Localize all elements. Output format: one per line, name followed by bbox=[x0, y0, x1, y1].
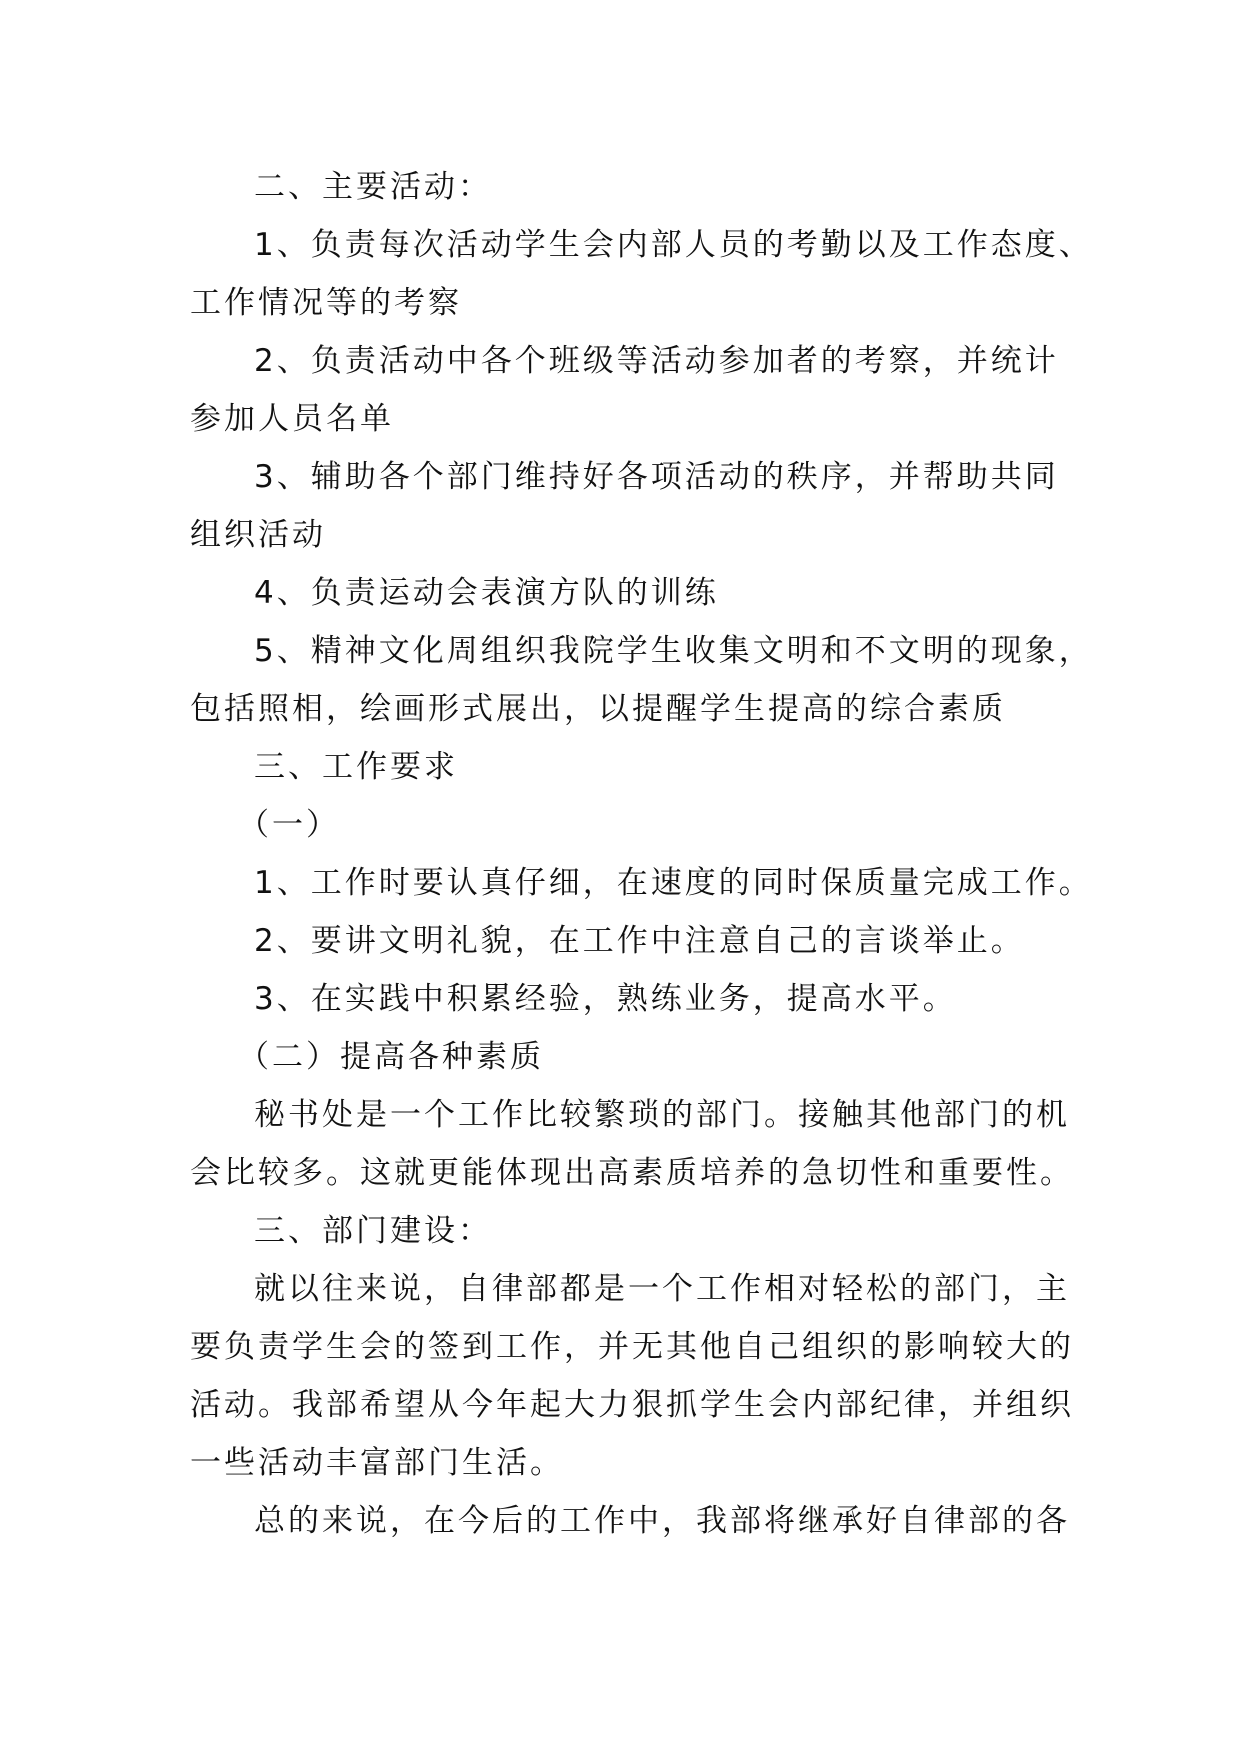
text-line: （二）提高各种素质 bbox=[238, 1039, 544, 1075]
text-line: 三、工作要求 bbox=[254, 749, 458, 785]
text-line: （一） bbox=[238, 807, 340, 843]
text-line: 参加人员名单 bbox=[190, 401, 394, 437]
text-line: 2、负责活动中各个班级等活动参加者的考察，并统计 bbox=[254, 343, 1059, 379]
document-body bbox=[190, 158, 1093, 1550]
text-line: 二、主要活动： bbox=[254, 169, 492, 205]
text-line: 3、辅助各个部门维持好各项活动的秩序，并帮助共同 bbox=[254, 459, 1059, 495]
text-line: 3、在实践中积累经验，熟练业务，提高水平。 bbox=[254, 981, 957, 1017]
text-line: 包括照相，绘画形式展出，以提醒学生提高的综合素质 bbox=[190, 691, 1006, 727]
text-line: 2、要讲文明礼貌，在工作中注意自己的言谈举止。 bbox=[254, 923, 1025, 959]
text-line: 工作情况等的考察 bbox=[190, 285, 462, 321]
text-line: 活动。我部希望从今年起大力狠抓学生会内部纪律，并组织 bbox=[190, 1387, 1074, 1423]
text-line: 会比较多。这就更能体现出高素质培养的急切性和重要性。 bbox=[190, 1155, 1074, 1191]
text-line: 组织活动 bbox=[190, 517, 326, 553]
text-line: 5、精神文化周组织我院学生收集文明和不文明的现象， bbox=[254, 633, 1093, 669]
text-line: 秘书处是一个工作比较繁琐的部门。接触其他部门的机 bbox=[254, 1097, 1070, 1133]
text-line: 1、工作时要认真仔细，在速度的同时保质量完成工作。 bbox=[254, 865, 1093, 901]
text-line: 三、部门建设： bbox=[254, 1213, 492, 1249]
text-line: 要负责学生会的签到工作，并无其他自己组织的影响较大的 bbox=[190, 1329, 1074, 1365]
text-line: 就以往来说，自律部都是一个工作相对轻松的部门，主 bbox=[254, 1271, 1070, 1307]
text-line: 总的来说，在今后的工作中，我部将继承好自律部的各 bbox=[254, 1503, 1070, 1539]
text-line: 一些活动丰富部门生活。 bbox=[190, 1445, 564, 1481]
text-line: 4、负责运动会表演方队的训练 bbox=[254, 575, 719, 611]
text-line: 1、负责每次活动学生会内部人员的考勤以及工作态度、 bbox=[254, 227, 1093, 263]
